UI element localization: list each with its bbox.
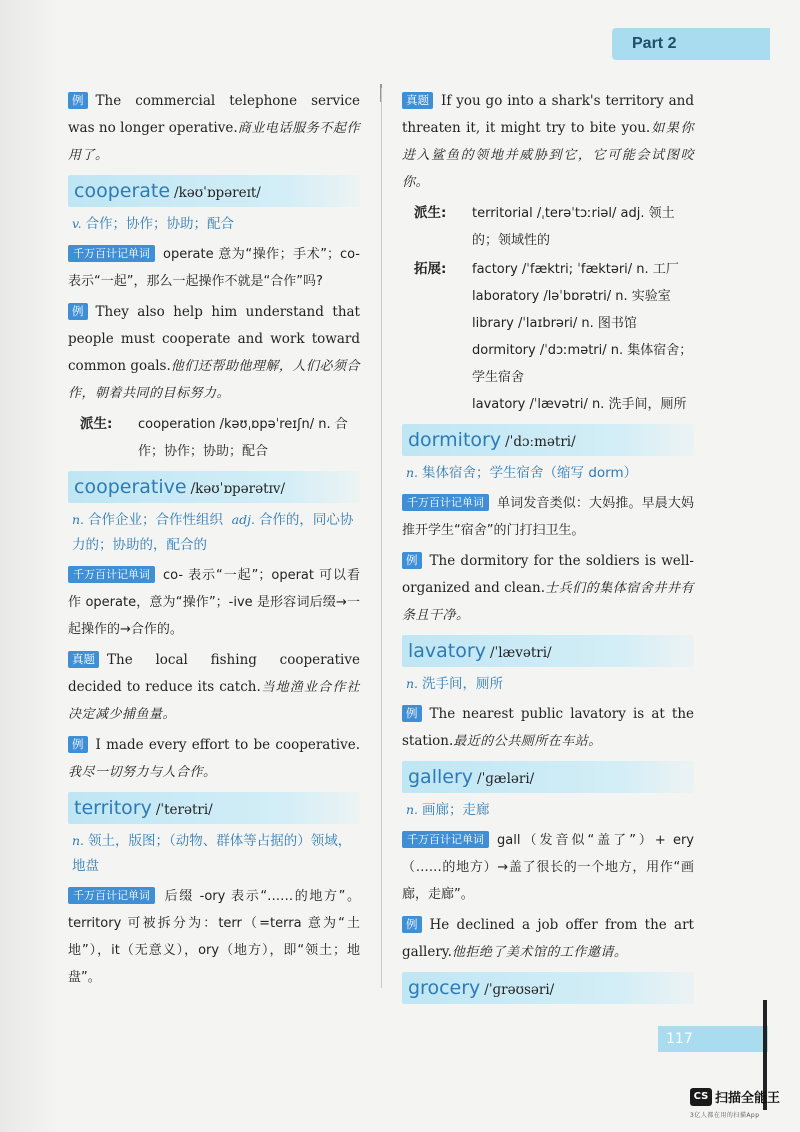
example-en: I made every effort to be cooperative. <box>95 737 360 753</box>
example-cn: 如果你进入鲨鱼的领地并威胁到它，它可能会试图咬你。 <box>402 121 694 190</box>
definition-text: 画廊；走廊 <box>422 802 490 818</box>
example-en: If you go into a shark's territory and threaten it, it might try to bite you. <box>402 93 694 136</box>
example-en: The local fishing cooperative decided to reduce its catch. <box>68 652 360 695</box>
entry-grocery <box>402 972 694 1004</box>
derived-text: territorial /ˌterəˈtɔːriəl/ adj. 领土的；领域性的 <box>472 206 675 248</box>
part-of-speech: adj. <box>231 512 255 527</box>
definition-text: 洗手间，厕所 <box>422 676 504 692</box>
example-en: He declined a job offer from the art gallery. <box>402 917 694 960</box>
derived-label: 派生: <box>80 416 113 432</box>
example-en: The commercial telephone service was no longer operative. <box>68 93 360 136</box>
memory-text: co- 表示“一起”；operat 可以看作 operate，意为“操作”；-ive 是形容词后缀→一起操作的→合作的。 <box>68 568 360 637</box>
definition-text: 领土，版图；（动物、群体等占据的）领域，地盘 <box>72 833 352 874</box>
headword: dormitory <box>408 429 502 451</box>
example-en: The nearest public lavatory is at the station. <box>402 706 694 749</box>
example <box>68 732 360 786</box>
definition <box>68 507 360 558</box>
part-of-speech: n. <box>72 833 85 848</box>
entry-gallery <box>402 761 694 793</box>
memory-tip <box>402 827 694 908</box>
definition <box>402 797 694 823</box>
exam-example <box>402 88 694 196</box>
example-cn: 士兵们的集体宿舍井井有条且干净。 <box>402 581 694 623</box>
page-number: 117 <box>658 1026 768 1052</box>
memory-tip <box>68 883 360 991</box>
definition-text: 合作；协作；协助；配合 <box>85 216 235 232</box>
example-cn: 最近的公共厕所在车站。 <box>453 734 602 749</box>
example-cn: 他拒绝了美术馆的工作邀请。 <box>451 945 628 960</box>
intro-example <box>68 88 360 169</box>
exam-tag: 真题 <box>402 92 433 109</box>
extended-row <box>402 256 694 418</box>
example <box>68 299 360 407</box>
headword: cooperative <box>74 476 187 498</box>
definition <box>402 460 694 486</box>
derived-text: cooperation /kəʊˌɒpəˈreɪʃn/ n. 合作；协作；协助；配合 <box>138 417 348 459</box>
part-of-speech: n. <box>406 465 419 480</box>
memory-tip <box>68 562 360 643</box>
watermark-name: 扫描全能王 <box>715 1091 781 1106</box>
extended-item: lavatory /ˈlævətri/ n. 洗手间，厕所 <box>472 397 687 412</box>
example <box>402 548 694 629</box>
extended-item: dormitory /ˈdɔːmətri/ n. 集体宿舍；学生宿舍 <box>472 343 693 385</box>
example <box>402 912 694 966</box>
memory-tip <box>402 490 694 544</box>
extended-label: 拓展: <box>414 261 447 277</box>
example-tag: 例 <box>402 705 422 722</box>
watermark-subtitle: 3亿人都在用的扫描App <box>690 1112 760 1119</box>
column-divider <box>381 88 382 988</box>
example-tag: 例 <box>402 916 422 933</box>
example-tag: 例 <box>68 736 88 753</box>
phonetic: /kəʊˈɒpərətɪv/ <box>190 481 285 497</box>
example-en: They also help him understand that people must cooperate and work toward common goals. <box>68 304 360 374</box>
part-of-speech: n. <box>406 802 419 817</box>
entry-lavatory <box>402 635 694 667</box>
binding-shadow <box>0 0 60 1132</box>
headword: lavatory <box>408 640 486 662</box>
part-tab: Part 2 <box>612 28 770 60</box>
part-of-speech: n. <box>406 676 419 691</box>
part-of-speech: v. <box>72 216 82 231</box>
phonetic: /ˈɡrəʊsəri/ <box>484 982 555 998</box>
memory-tag: 千万百计记单词 <box>68 245 155 262</box>
extended-item: library /ˈlaɪbrəri/ n. 图书馆 <box>472 316 637 331</box>
phonetic: /ˈɡæləri/ <box>477 771 535 787</box>
definition <box>68 211 360 237</box>
memory-tag: 千万百计记单词 <box>402 831 489 848</box>
example-tag: 例 <box>68 92 88 109</box>
memory-tag: 千万百计记单词 <box>68 887 155 904</box>
definition-text: 合作企业；合作性组织 <box>88 512 224 528</box>
headword: cooperate <box>74 180 171 202</box>
phonetic: /ˈterətri/ <box>155 802 213 818</box>
example-cn: 商业电话服务不起作用了。 <box>68 121 360 163</box>
extended-item: factory /ˈfæktri; ˈfæktəri/ n. 工厂 <box>472 262 679 277</box>
example-cn: 他们还帮助他理解，人们必须合作，朝着共同的目标努力。 <box>68 359 360 401</box>
headword: territory <box>74 797 152 819</box>
part-of-speech: n. <box>72 512 85 527</box>
example-tag: 例 <box>68 303 88 320</box>
right-column <box>402 84 694 1008</box>
memory-text: gall（发音似“盖了”）+ ery（……的地方）→盖了很长的一个地方，用作“画廊，走廊”。 <box>402 833 694 902</box>
headword: grocery <box>408 977 481 999</box>
entry-dormitory <box>402 424 694 456</box>
phonetic: /ˈdɔːmətri/ <box>505 434 576 450</box>
entry-territory <box>68 792 360 824</box>
example-tag: 例 <box>402 552 422 569</box>
example <box>402 701 694 755</box>
entry-cooperate <box>68 175 360 207</box>
left-column <box>68 84 360 995</box>
definition <box>402 671 694 697</box>
derived-row <box>402 200 694 254</box>
phonetic: /kəʊˈɒpəreɪt/ <box>174 185 261 201</box>
example-cn: 当地渔业合作社决定减少捕鱼量。 <box>68 680 360 722</box>
definition-text: 合作的，同心协力的；协助的，配合的 <box>72 512 354 553</box>
headword: gallery <box>408 766 474 788</box>
example-en: The dormitory for the soldiers is well-organized and clean. <box>402 553 694 596</box>
exam-example <box>68 647 360 728</box>
definition-text: 集体宿舍；学生宿舍（缩写 dorm） <box>422 465 638 481</box>
entry-cooperative <box>68 471 360 503</box>
extended-list <box>472 256 694 418</box>
memory-text: operate 意为“操作；手术”；co- 表示“一起”，那么一起操作不就是“合作”吗? <box>68 247 360 289</box>
memory-tag: 千万百计记单词 <box>402 494 489 511</box>
phonetic: /ˈlævətri/ <box>489 645 552 661</box>
memory-text: 后缀 -ory 表示“……的地方”。territory 可被拆分为：terr（=terra 意为“土地”），it（无意义），ory（地方），即“领土；地盘”。 <box>68 889 360 985</box>
memory-tag: 千万百计记单词 <box>68 566 155 583</box>
memory-text: 单词发音类似：大妈推。早晨大妈推开学生“宿舍”的门打扫卫生。 <box>402 496 694 538</box>
example-cn: 我尽一切努力与人合作。 <box>68 765 217 780</box>
derived-label: 派生: <box>414 205 447 221</box>
scanner-logo-icon: CS <box>690 1088 712 1106</box>
exam-tag: 真题 <box>68 651 99 668</box>
definition <box>68 828 360 879</box>
extended-item: laboratory /ləˈbɒrətri/ n. 实验室 <box>472 289 671 304</box>
memory-tip <box>68 241 360 295</box>
scanner-watermark <box>690 1086 795 1126</box>
derived-row <box>68 411 360 465</box>
